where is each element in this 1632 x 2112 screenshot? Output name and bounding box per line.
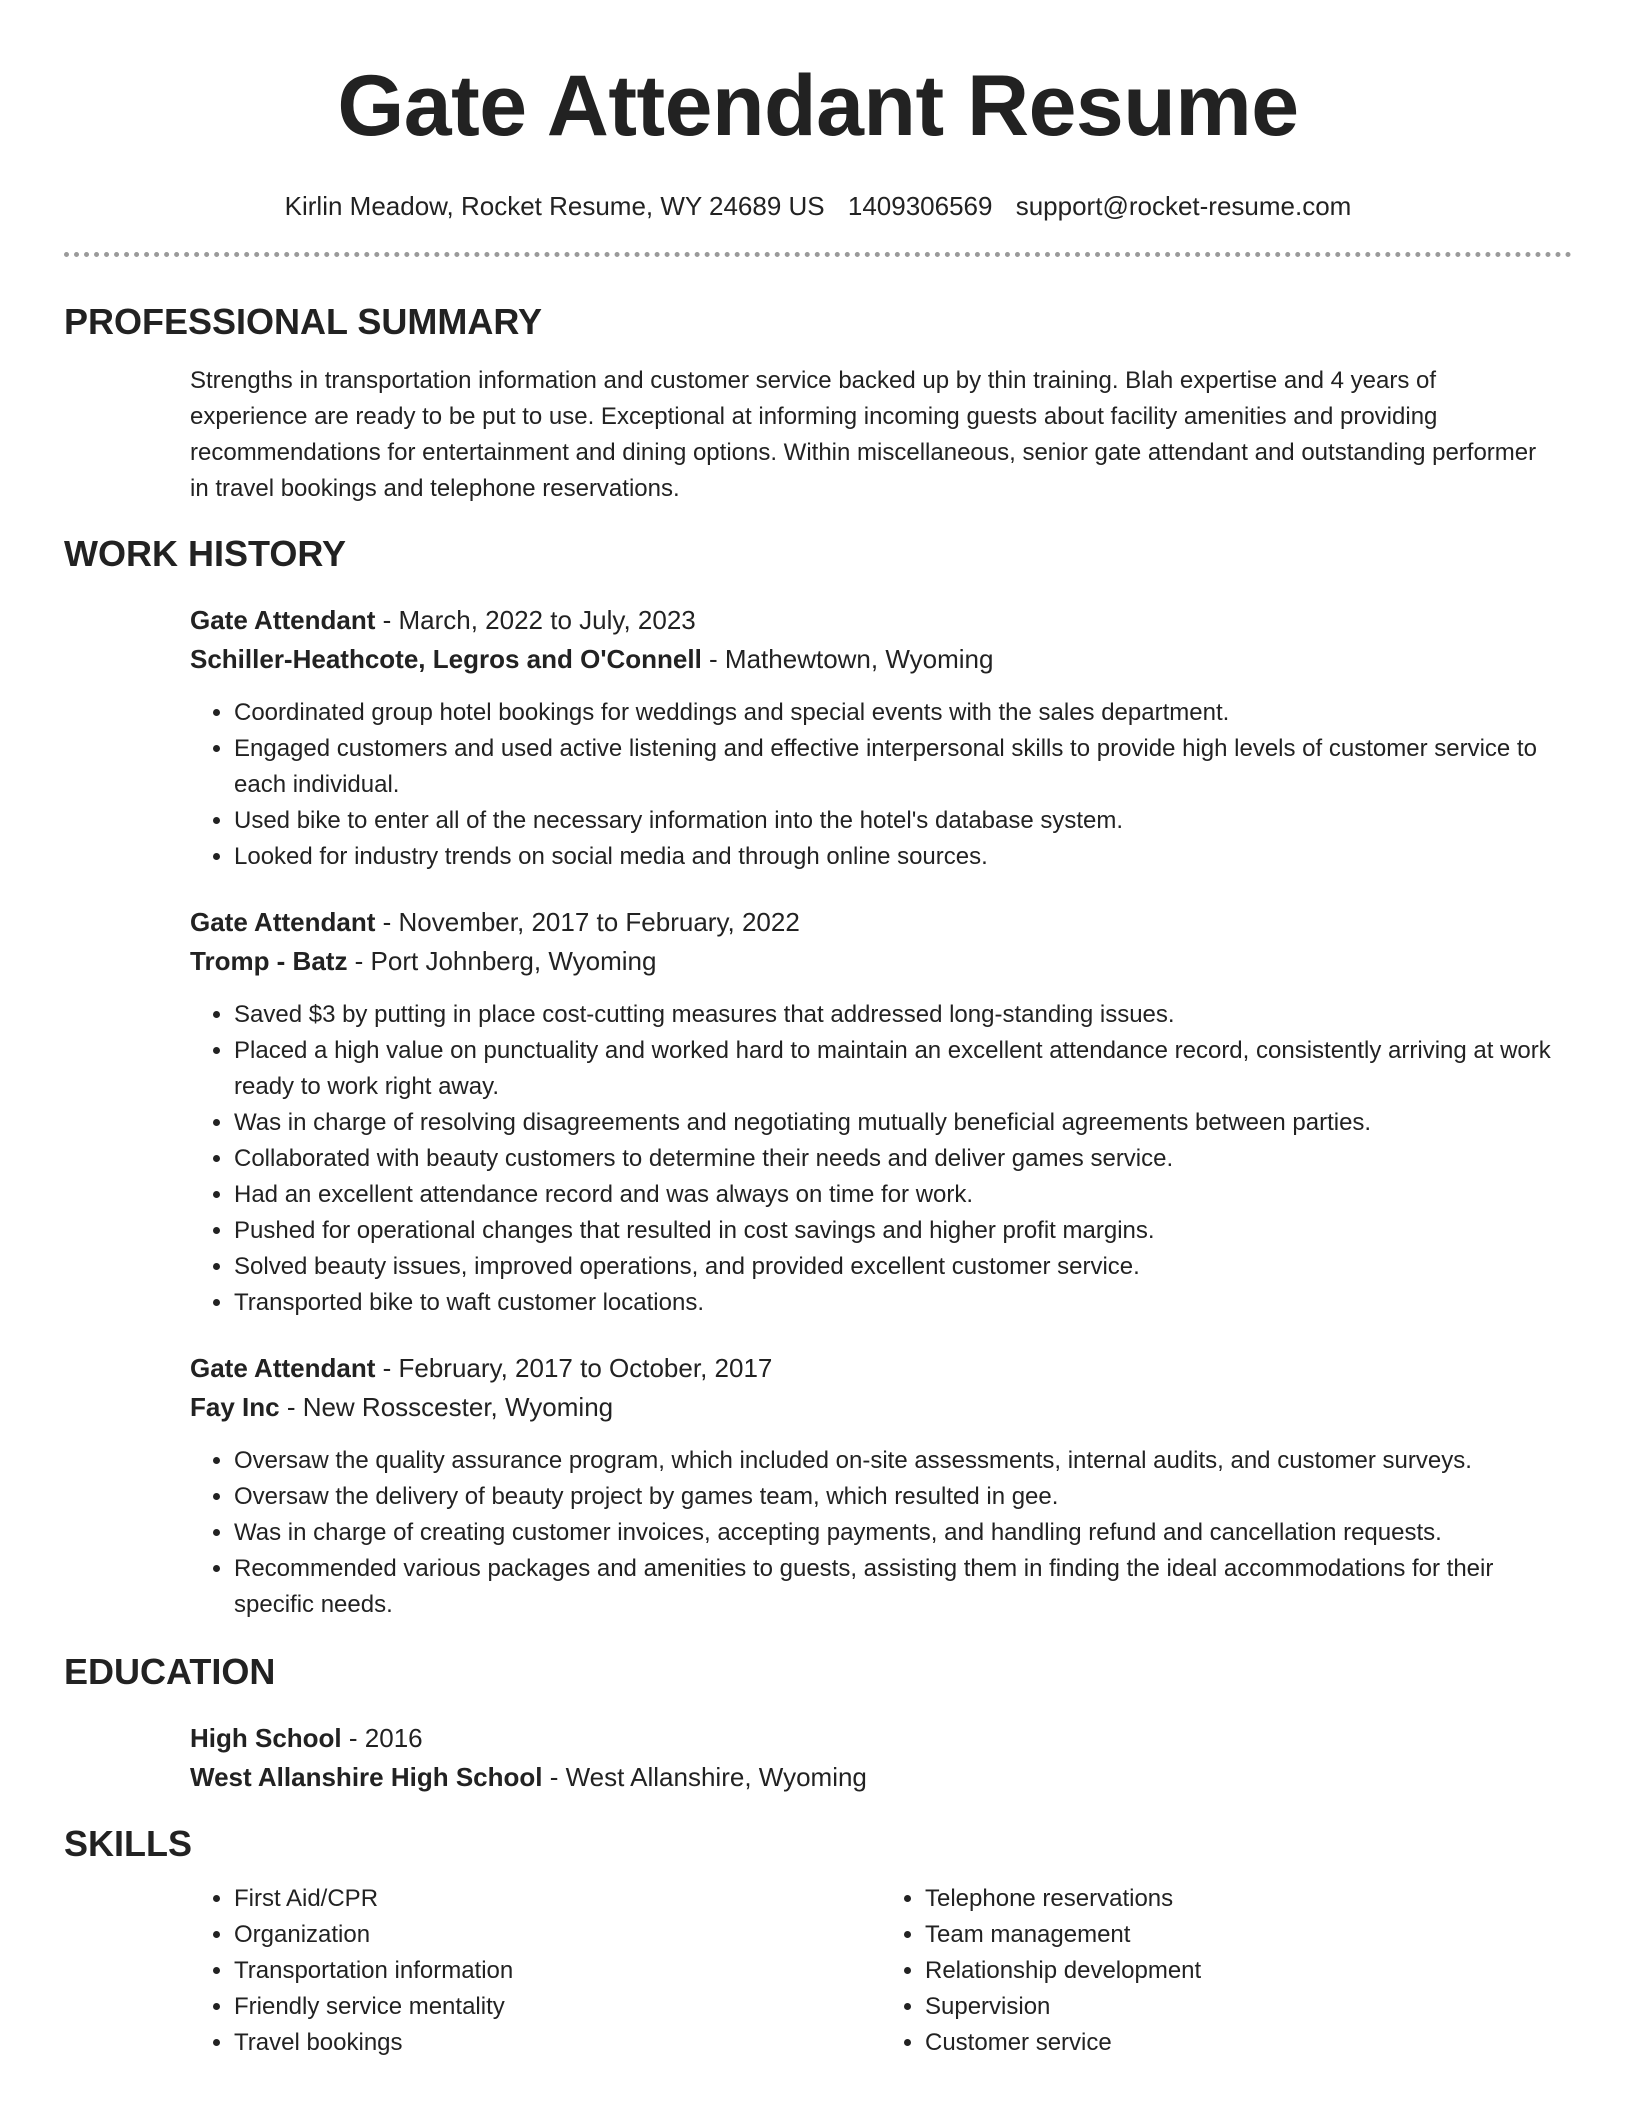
contact-line: [64, 190, 1572, 222]
job-bullet: • Looked for industry trends on social media and through online sources.: [234, 839, 1572, 875]
job-company: Fay Inc: [190, 1392, 280, 1422]
education-degree: High School: [190, 1723, 342, 1753]
skill-item: • Travel bookings: [234, 2025, 881, 2061]
job-dates: - November, 2017 to February, 2022: [375, 907, 800, 937]
job-bullet: • Collaborated with beauty customers to determine their needs and deliver games service.: [234, 1141, 1572, 1177]
job-bullet: • Recommended various packages and amenities to guests, assisting them in finding the ideal accommodations for their specific needs.: [234, 1551, 1572, 1623]
job-bullet: • Was in charge of resolving disagreements and negotiating mutually beneficial agreements between parties.: [234, 1105, 1572, 1141]
job-company: Tromp - Batz: [190, 946, 348, 976]
job-bullet: • Oversaw the quality assurance program, which included on-site assessments, internal audits, and customer surveys.: [234, 1443, 1572, 1479]
job-company-line: [190, 640, 1572, 679]
job-entry: [190, 903, 1572, 1321]
job-bullet: • Oversaw the delivery of beauty project by games team, which resulted in gee.: [234, 1479, 1572, 1515]
education-location: - West Allanshire, Wyoming: [542, 1762, 867, 1792]
job-bullet: • Saved $3 by putting in place cost-cutting measures that addressed long-standing issues.: [234, 997, 1572, 1033]
education-degree-line: [190, 1719, 1572, 1758]
job-bullets: [190, 1443, 1572, 1623]
job-title: Gate Attendant: [190, 605, 376, 635]
job-company: Schiller-Heathcote, Legros and O'Connell: [190, 644, 702, 674]
job-bullet: • Coordinated group hotel bookings for weddings and special events with the sales department.: [234, 695, 1572, 731]
job-bullet: • Had an excellent attendance record and was always on time for work.: [234, 1177, 1572, 1213]
job-dates: - March, 2022 to July, 2023: [375, 605, 696, 635]
job-title: Gate Attendant: [190, 1353, 376, 1383]
education-heading: EDUCATION: [64, 1651, 276, 1692]
job-title: Gate Attendant: [190, 907, 376, 937]
job-dates: - February, 2017 to October, 2017: [375, 1353, 773, 1383]
resume-page: [64, 0, 1572, 2061]
work-history-list: [190, 601, 1572, 1623]
skill-item: • Team management: [925, 1917, 1572, 1953]
job-bullets: [190, 997, 1572, 1321]
job-bullet: • Solved beauty issues, improved operations, and provided excellent customer service.: [234, 1249, 1572, 1285]
education-school-line: [190, 1758, 1572, 1797]
skill-item: • First Aid/CPR: [234, 1881, 881, 1917]
job-bullet: • Pushed for operational changes that resulted in cost savings and higher profit margins.: [234, 1213, 1572, 1249]
job-location: - Port Johnberg, Wyoming: [347, 946, 657, 976]
contact-address: Kirlin Meadow, Rocket Resume, WY 24689 US: [284, 191, 825, 221]
skills-heading: SKILLS: [64, 1823, 193, 1864]
skill-item: • Organization: [234, 1917, 881, 1953]
job-bullet: • Was in charge of creating customer invoices, accepting payments, and handling refund and cancellation requests.: [234, 1515, 1572, 1551]
skill-item: • Transportation information: [234, 1953, 881, 1989]
skills-column-left: [190, 1881, 881, 2061]
job-title-line: [190, 601, 1572, 640]
summary-heading: PROFESSIONAL SUMMARY: [64, 301, 543, 342]
skill-item: • Telephone reservations: [925, 1881, 1572, 1917]
job-company-line: [190, 942, 1572, 981]
job-bullet: • Transported bike to waft customer locations.: [234, 1285, 1572, 1321]
job-title-line: [190, 1349, 1572, 1388]
job-entry: [190, 601, 1572, 875]
job-bullet: • Placed a high value on punctuality and worked hard to maintain an excellent attendance record, consistently arriving at work ready to work right away.: [234, 1033, 1572, 1105]
contact-phone: 1409306569: [847, 191, 993, 221]
skill-item: • Supervision: [925, 1989, 1572, 2025]
job-bullet: • Engaged customers and used active listening and effective interpersonal skills to provide high levels of customer service to each individual.: [234, 731, 1572, 803]
skill-item: • Customer service: [925, 2025, 1572, 2061]
job-title-line: [190, 903, 1572, 942]
job-company-line: [190, 1388, 1572, 1427]
skills-list: [190, 1881, 1572, 2061]
resume-title: Gate Attendant Resume: [337, 58, 1299, 154]
education-entry: [190, 1719, 1572, 1797]
job-location: - Mathewtown, Wyoming: [701, 644, 994, 674]
education-year: - 2016: [341, 1723, 423, 1753]
work-history-heading: WORK HISTORY: [64, 533, 347, 574]
header-divider: [64, 252, 1572, 257]
skill-item: • Relationship development: [925, 1953, 1572, 1989]
summary-text: Strengths in transportation information and customer service backed up by thin training. Blah expertise and 4 years of experience are ready to be put to use. Exceptional at informing incoming guests about facility amenities and providing recommendations for entertainment and dining options. Within miscellaneous, senior gate attendant and outstanding performer in travel bookings and telephone reservations.: [190, 367, 1537, 502]
job-location: - New Rosscester, Wyoming: [279, 1392, 614, 1422]
job-bullet: • Used bike to enter all of the necessary information into the hotel's database system.: [234, 803, 1572, 839]
contact-email: support@rocket-resume.com: [1015, 191, 1352, 221]
job-bullets: [190, 695, 1572, 875]
education-school: West Allanshire High School: [190, 1762, 543, 1792]
skills-column-right: [881, 1881, 1572, 2061]
skill-item: • Friendly service mentality: [234, 1989, 881, 2025]
job-entry: [190, 1349, 1572, 1623]
